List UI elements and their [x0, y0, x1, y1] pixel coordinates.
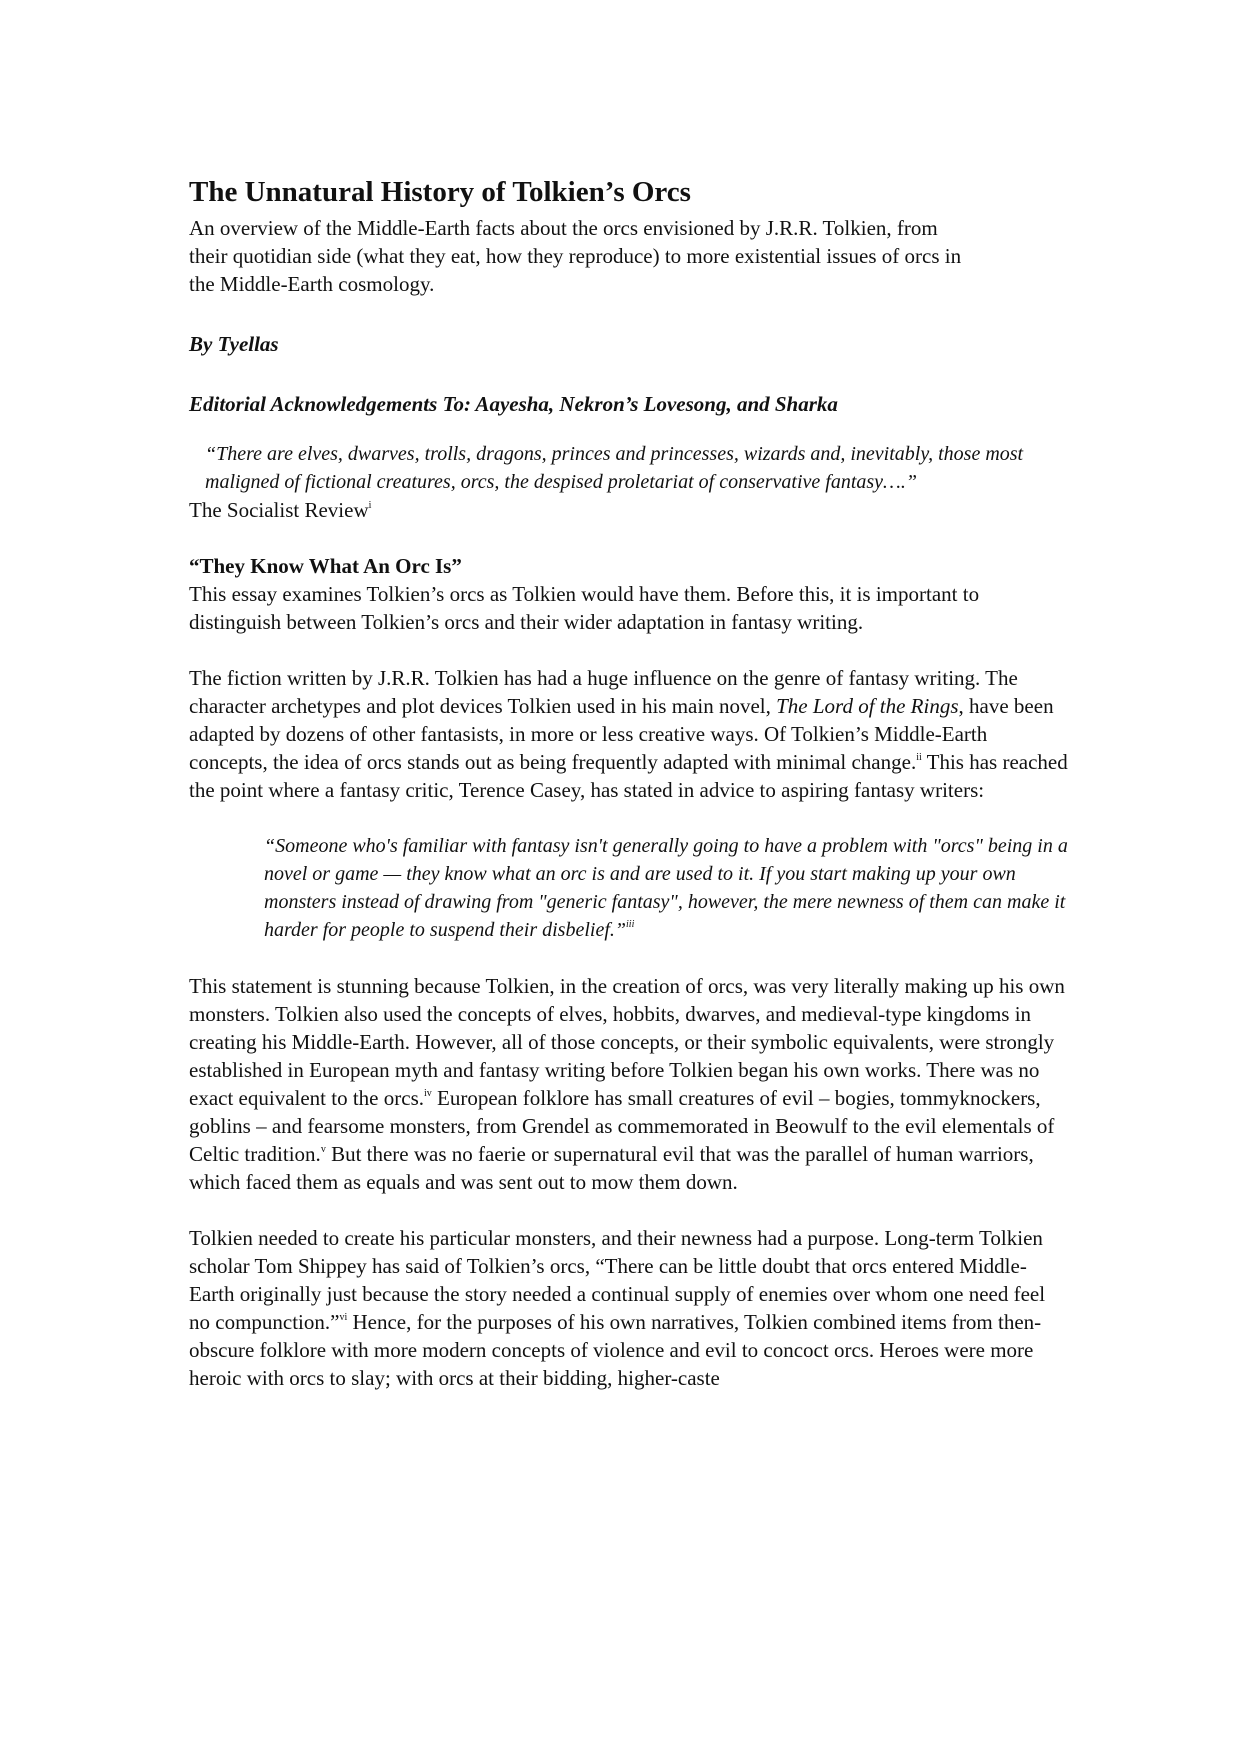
page-title: The Unnatural History of Tolkien’s Orcs	[189, 176, 691, 208]
book-title: The Lord of the Rings	[776, 694, 959, 718]
paragraph-4-text-b: Hence, for the purposes of his own narratives, Tolkien combined items from then-obscure folklore with more modern concepts of violence and evil to concoct orcs. Heroes were more heroic with orcs to slay; with orcs at their bidding, higher-caste	[189, 1310, 1042, 1390]
paragraph-2-text-b: , have been adapted by dozens of other fantasists, in more or less creative ways. Of Tolkien’s Middle-Earth concepts, the idea of orcs stands out as being frequently adapted with minimal change.	[189, 694, 1054, 774]
paragraph-1: This essay examines Tolkien’s orcs as Tolkien would have them. Before this, it is important to distinguish between Tolkien’s orcs and their wider adaptation in fantasy writing.	[189, 582, 980, 634]
footnote-ref: v	[320, 1144, 326, 1155]
document-page	[189, 172, 1069, 1392]
footnote-ref: i	[368, 500, 372, 511]
footnote-ref: ii	[916, 752, 922, 763]
paragraph-2	[189, 664, 1069, 804]
summary: An overview of the Middle-Earth facts about the orcs envisioned by J.R.R. Tolkien, from their quotidian side (what they eat, how they reproduce) to more existential issues of orcs in the Middle-Earth cosmology.	[189, 216, 962, 296]
paragraph-3-text-c: But there was no faerie or supernatural evil that was the parallel of human warriors, which faced them as equals and was sent out to mow them down.	[189, 1142, 1034, 1194]
paragraph-3	[189, 972, 1069, 1196]
paragraph-4	[189, 1224, 1069, 1392]
epigraph	[189, 440, 1069, 524]
block-quote	[264, 832, 1069, 944]
paragraph-3-text-a: This statement is stunning because Tolkien, in the creation of orcs, was very literally making up his own monsters. Tolkien also used the concepts of elves, hobbits, dwarves, and medieval-type kingdoms in creating his Middle-Earth. However, all of those concepts, or their symbolic equivalents, were strongly established in European myth and fantasy writing before Tolkien began his own works. There was no exact equivalent to the orcs.	[189, 974, 1065, 1110]
footnote-ref: vi	[339, 1312, 348, 1323]
epigraph-source	[189, 496, 1069, 524]
paragraph-4-text-a: Tolkien needed to create his particular monsters, and their newness had a purpose. Long-term Tolkien scholar Tom Shippey has said of Tolkien’s orcs, “There can be little doubt that orcs entered Middle-Earth originally just because the story needed a continual supply of enemies over whom one need feel no compunction.”	[189, 1226, 1046, 1334]
acknowledgements: Editorial Acknowledgements To: Aayesha, Nekron’s Lovesong, and Sharka	[189, 392, 838, 416]
section-heading: “They Know What An Orc Is”	[189, 554, 462, 578]
footnote-ref: iii	[626, 919, 635, 930]
block-quote-text: “Someone who's familiar with fantasy isn't generally going to have a problem with "orcs" being in a novel or game — they know what an orc is and are used to it. If you start making up your own monsters instead of drawing from "generic fantasy", however, the mere newness of them can make it harder for people to suspend their disbelief.”	[264, 835, 1068, 941]
epigraph-source-text: The Socialist Review	[189, 498, 369, 522]
byline: By Tyellas	[189, 332, 279, 356]
paragraph-3-text-b: European folklore has small creatures of evil – bogies, tommyknockers, goblins – and fearsome monsters, from Grendel as commemorated in Beowulf to the evil elementals of Celtic tradition.	[189, 1086, 1055, 1166]
footnote-ref: iv	[424, 1088, 432, 1099]
epigraph-quote: “There are elves, dwarves, trolls, dragons, princes and princesses, wizards and, inevitably, those most maligned of fictional creatures, orcs, the despised proletariat of conservative fantasy….”	[205, 443, 1024, 493]
paragraph-2-text-a: The fiction written by J.R.R. Tolkien has had a huge influence on the genre of fantasy writing. The character archetypes and plot devices Tolkien used in his main novel,	[189, 666, 1018, 718]
paragraph-2-text-c: This has reached the point where a fantasy critic, Terence Casey, has stated in advice to aspiring fantasy writers:	[189, 750, 1068, 802]
